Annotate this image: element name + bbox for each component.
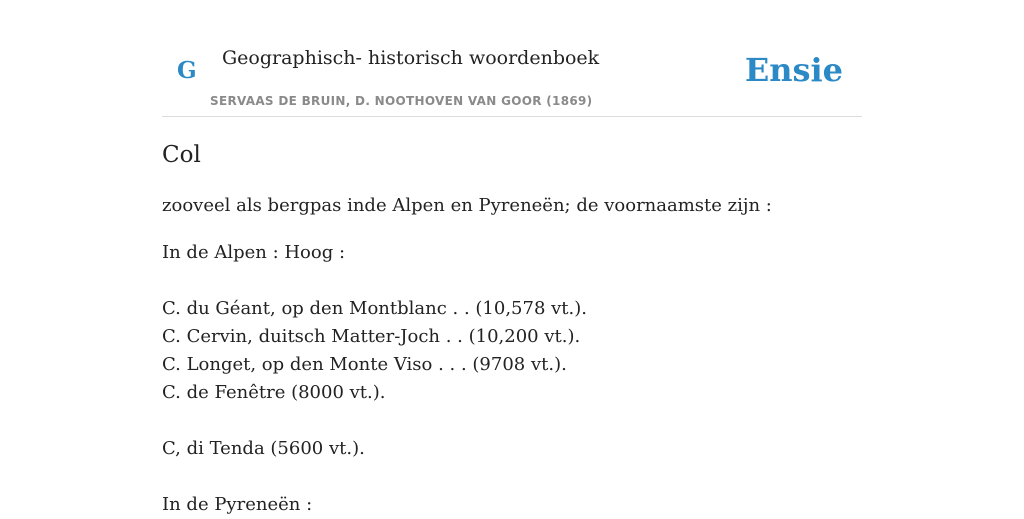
- spacer: [162, 463, 862, 491]
- spacer: [162, 407, 862, 435]
- pass-line: C. Longet, op den Monte Viso . . . (9708 vt.).: [162, 354, 567, 375]
- pyrenees-heading: In de Pyreneën :: [162, 494, 313, 515]
- dictionary-title[interactable]: Geographisch- historisch woordenboek: [222, 47, 600, 69]
- alps-heading: In de Alpen : Hoog :: [162, 242, 346, 263]
- dictionary-g-icon[interactable]: G: [177, 57, 197, 84]
- entry-title: Col: [162, 142, 201, 168]
- dictionary-authors: SERVAAS DE BRUIN, D. NOOTHOVEN VAN GOOR (1869): [210, 94, 593, 108]
- entry-content: [162, 140, 862, 519]
- pass-line: C. Cervin, duitsch Matter-Joch . . (10,200 vt.).: [162, 326, 581, 347]
- entry-definition: zooveel als bergpas inde Alpen en Pyreneën; de voornaamste zijn :: [162, 195, 772, 216]
- page-header: [162, 0, 862, 117]
- spacer: [162, 267, 862, 295]
- ensie-logo[interactable]: Ensie: [744, 51, 843, 89]
- pass-line: C. du Géant, op den Montblanc . . (10,578 vt.).: [162, 298, 587, 319]
- pass-line-tenda: C, di Tenda (5600 vt.).: [162, 438, 365, 459]
- pass-line: C. de Fenêtre (8000 vt.).: [162, 382, 386, 403]
